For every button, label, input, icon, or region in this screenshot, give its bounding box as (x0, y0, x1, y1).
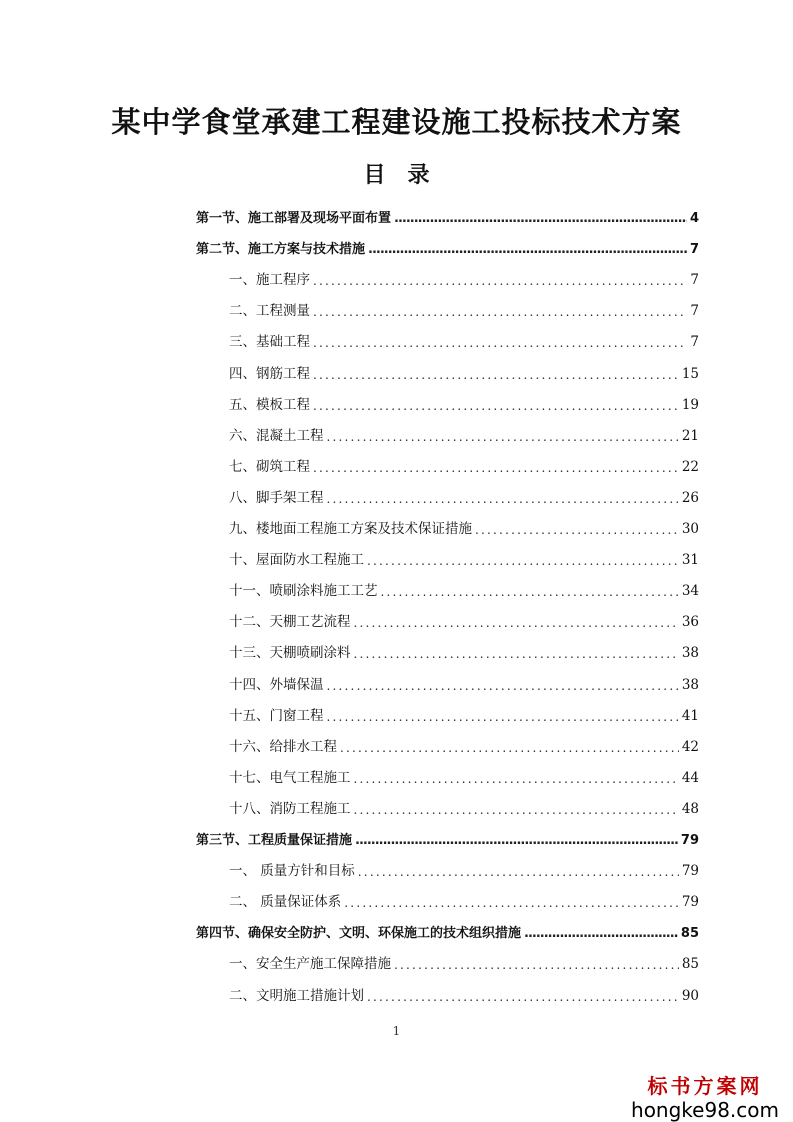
watermark-cn-text: 标书方案网 (647, 1074, 763, 1098)
toc-section-entry[interactable] (196, 202, 699, 226)
toc-dot-leader (394, 211, 687, 226)
page-number: 1 (392, 1024, 401, 1038)
toc-dot-leader (313, 305, 687, 319)
toc-entry-page: 7 (689, 242, 699, 258)
toc-entry-page: 44 (681, 769, 699, 786)
toc-dot-leader (368, 242, 687, 257)
toc-dot-leader (313, 368, 679, 382)
toc-entry-page: 7 (690, 303, 699, 320)
toc-entry-label: 四、钢筋工程 (229, 365, 310, 382)
toc-dot-leader (354, 647, 679, 661)
toc-entry-page: 30 (681, 521, 699, 537)
toc-heading-char-1: 目 (363, 162, 386, 188)
toc-dot-leader (354, 616, 679, 630)
toc-dot-leader (313, 399, 679, 413)
toc-dot-leader (354, 803, 679, 817)
toc-dot-leader (313, 461, 679, 475)
toc-dot-leader (358, 865, 679, 879)
toc-entry-page: 31 (681, 552, 699, 569)
toc-entry-page: 38 (681, 676, 699, 693)
toc-entry-label: 三、基础工程 (229, 334, 310, 351)
toc-heading-char-2: 录 (407, 162, 430, 188)
toc-subsection-entry[interactable] (196, 326, 699, 350)
toc-subsection-entry[interactable] (196, 606, 699, 630)
toc-heading (0, 158, 793, 189)
toc-subsection-entry[interactable] (196, 575, 699, 599)
toc-subsection-entry[interactable] (196, 358, 699, 382)
toc-subsection-entry[interactable] (196, 980, 699, 1004)
toc-dot-leader (354, 772, 679, 786)
toc-subsection-entry[interactable] (196, 762, 699, 786)
toc-entry-label: 十、屋面防水工程施工 (229, 552, 364, 569)
toc-entry-page: 85 (681, 956, 699, 973)
toc-entry-page: 22 (681, 458, 699, 475)
toc-subsection-entry[interactable] (196, 731, 699, 755)
toc-entry-page: 7 (690, 272, 699, 289)
toc-entry-label: 第三节、工程质量保证措施 (196, 833, 353, 848)
toc-entry-label: 十一、喷刷涂料施工工艺 (229, 583, 378, 600)
toc-dot-leader (313, 336, 687, 350)
toc-subsection-entry[interactable] (196, 637, 699, 661)
toc-dot-leader (355, 833, 678, 848)
toc-entry-label: 十五、门窗工程 (229, 707, 324, 724)
toc-entry-label: 第四节、确保安全防护、文明、环保施工的技术组织措施 (196, 926, 522, 942)
toc-entry-page: 7 (690, 334, 699, 351)
watermark-logo (631, 1070, 779, 1121)
toc-dot-leader (327, 430, 679, 444)
toc-subsection-entry[interactable] (196, 700, 699, 724)
toc-entry-label: 第二节、施工方案与技术措施 (196, 242, 366, 258)
toc-entry-page: 41 (681, 707, 699, 724)
toc-entry-label: 五、模板工程 (229, 396, 310, 413)
toc-entry-page: 42 (681, 738, 699, 755)
toc-dot-leader (344, 896, 679, 910)
toc-subsection-entry[interactable] (196, 855, 699, 879)
toc-entry-page: 36 (681, 614, 699, 631)
toc-subsection-entry[interactable] (196, 886, 699, 910)
toc-subsection-entry[interactable] (196, 420, 699, 444)
toc-entry-page: 38 (681, 645, 699, 662)
toc-entry-page: 26 (681, 489, 699, 506)
toc-dot-leader (394, 958, 679, 972)
toc-entry-page: 34 (681, 583, 699, 600)
toc-subsection-entry[interactable] (196, 389, 699, 413)
toc-dot-leader (381, 585, 679, 599)
toc-entry-label: 六、混凝土工程 (229, 427, 324, 444)
toc-entry-label: 二、 质量保证体系 (229, 894, 342, 911)
toc-entry-page: 48 (681, 800, 699, 817)
toc-entry-label: 一、 质量方针和目标 (229, 863, 355, 880)
toc-subsection-entry[interactable] (196, 948, 699, 972)
toc-dot-leader (475, 523, 679, 537)
toc-entry-label: 第一节、施工部署及现场平面布置 (196, 211, 392, 226)
toc-dot-leader (313, 274, 687, 288)
toc-entry-label: 二、文明施工措施计划 (229, 987, 364, 1004)
toc-subsection-entry[interactable] (196, 513, 699, 537)
toc-entry-label: 十三、天棚喷刷涂料 (229, 645, 351, 662)
toc-dot-leader (327, 710, 679, 724)
toc-entry-label: 九、楼地面工程施工方案及技术保证措施 (229, 521, 472, 537)
toc-dot-leader (367, 990, 679, 1004)
toc-subsection-entry[interactable] (196, 295, 699, 319)
toc-entry-page: 79 (680, 833, 699, 848)
toc-dot-leader (327, 492, 679, 506)
toc-entry-page: 79 (681, 894, 699, 911)
toc-entry-page: 90 (681, 987, 699, 1004)
document-title: 某中学食堂承建工程建设施工投标技术方案 (111, 105, 682, 139)
toc-entry-label: 十四、外墙保温 (229, 676, 324, 693)
toc-entry-label: 十二、天棚工艺流程 (229, 614, 351, 631)
toc-subsection-entry[interactable] (196, 544, 699, 568)
toc-entry-label: 十七、电气工程施工 (229, 769, 351, 786)
toc-subsection-entry[interactable] (196, 669, 699, 693)
toc-entry-label: 七、砌筑工程 (229, 458, 310, 475)
toc-entry-page: 79 (681, 863, 699, 880)
watermark-en-text: hongke98.com (631, 1098, 779, 1122)
toc-section-entry[interactable] (196, 917, 699, 941)
toc-entry-label: 一、安全生产施工保障措施 (229, 956, 391, 973)
toc-entry-page: 85 (680, 926, 699, 942)
toc-dot-leader (340, 741, 679, 755)
toc-subsection-entry[interactable] (196, 264, 699, 288)
toc-section-entry[interactable] (196, 824, 699, 848)
toc-entry-label: 十八、消防工程施工 (229, 800, 351, 817)
toc-entry-page: 21 (681, 427, 699, 444)
toc-entry-page: 15 (681, 365, 699, 382)
toc-entry-page: 4 (689, 211, 699, 226)
toc-entry-page: 19 (681, 396, 699, 413)
toc-dot-leader (367, 554, 679, 568)
toc-entry-label: 一、施工程序 (229, 272, 310, 289)
toc-dot-leader (327, 679, 679, 693)
toc-subsection-entry[interactable] (196, 482, 699, 506)
toc-entry-label: 八、脚手架工程 (229, 489, 324, 506)
toc-subsection-entry[interactable] (196, 793, 699, 817)
toc-dot-leader (524, 926, 678, 941)
toc-entry-label: 十六、给排水工程 (229, 738, 337, 755)
toc-entry-label: 二、工程测量 (229, 303, 310, 320)
toc-section-entry[interactable] (196, 233, 699, 257)
toc-subsection-entry[interactable] (196, 451, 699, 475)
